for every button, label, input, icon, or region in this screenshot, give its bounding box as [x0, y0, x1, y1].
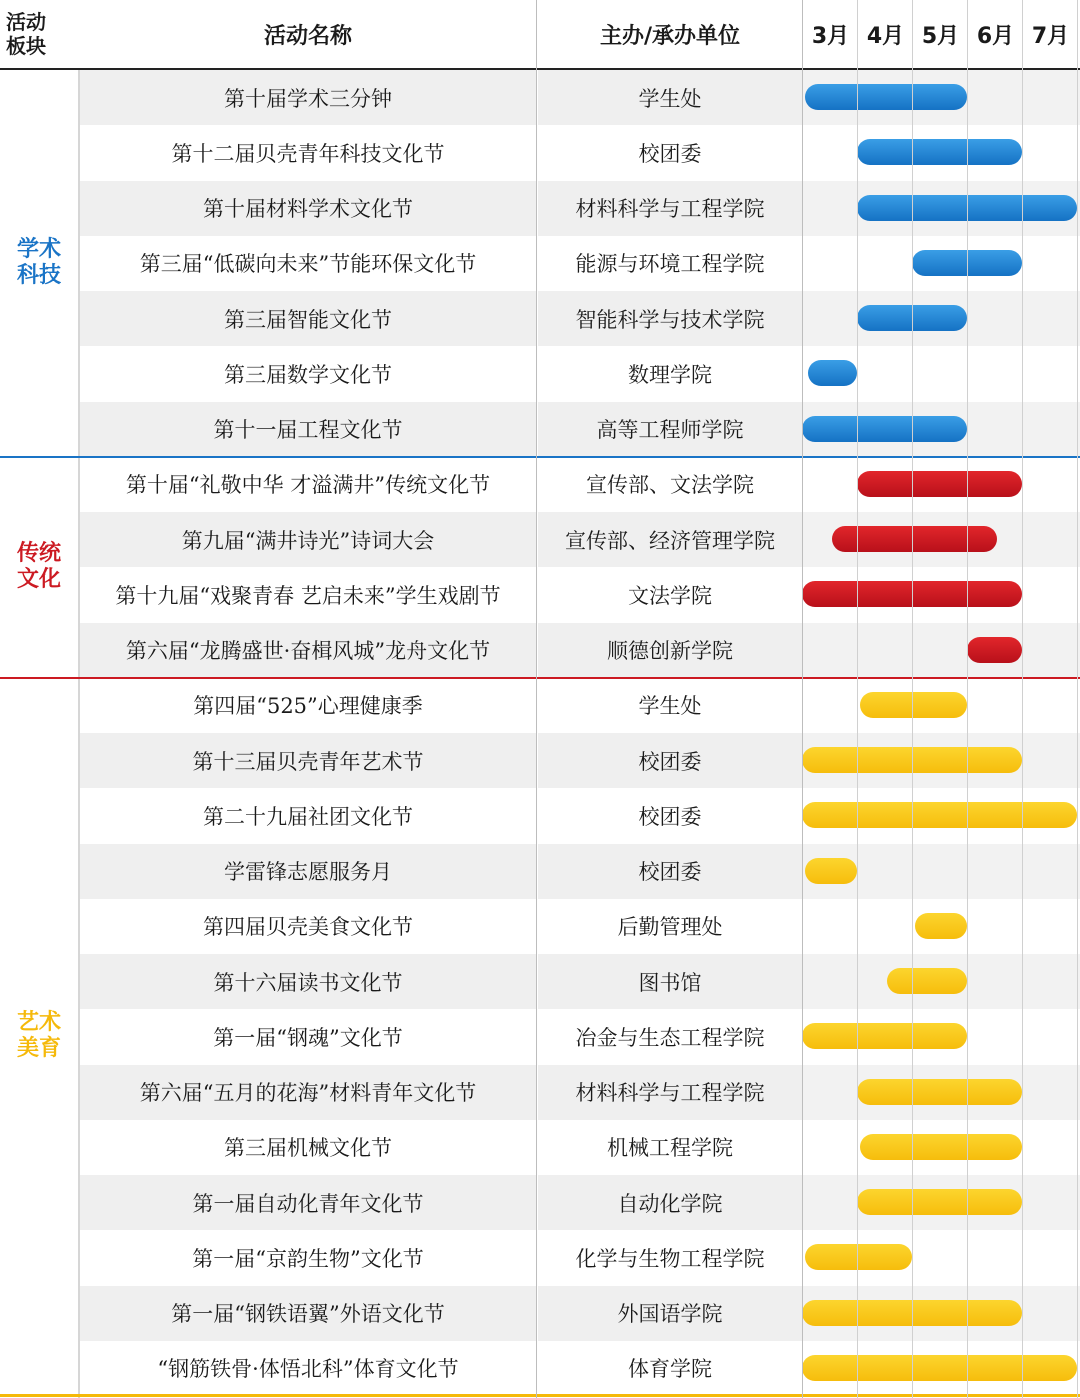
table-row-academic-1 [80, 70, 1080, 125]
gantt-cell [802, 457, 1080, 512]
activity-name: 第十届“礼敬中华 才溢满井”传统文化节 [125, 473, 491, 498]
activity-name: 第四届贝壳美食文化节 [203, 915, 413, 940]
gantt-bar [857, 139, 1022, 165]
activity-name: 第一届“钢魂”文化节 [213, 1025, 403, 1050]
gantt-bar [802, 1355, 1077, 1381]
activity-name: 第六届“五月的花海”材料青年文化节 [80, 1065, 536, 1120]
table-row-academic-6 [80, 346, 1080, 401]
table-row-arts-13 [80, 1341, 1080, 1396]
activity-name: 第十届材料学术文化节 [80, 181, 536, 236]
organizer-name: 宣传部、文法学院 [586, 473, 754, 498]
activity-name: 第三届智能文化节 [80, 291, 536, 346]
organizer-name: 能源与环境工程学院 [575, 252, 765, 277]
gantt-cell [802, 291, 1080, 346]
gantt-cell [802, 1009, 1080, 1064]
table-row-arts-5 [80, 899, 1080, 954]
organizer-name: 机械工程学院 [607, 1136, 733, 1161]
section-label-traditional: 传统 文化 [16, 540, 61, 592]
gantt-cell [802, 623, 1080, 678]
section-divider-traditional [0, 677, 1080, 679]
gantt-cell [802, 125, 1080, 180]
gantt-cell [802, 70, 1080, 125]
activity-name: 第三届“低碳向未来”节能环保文化节 [139, 252, 477, 277]
table-row-academic-2 [80, 125, 1080, 180]
activity-name: 学雷锋志愿服务月 [80, 844, 536, 899]
month-gridline-5 [912, 0, 913, 1398]
gantt-cell [802, 733, 1080, 788]
table-row-arts-10 [80, 1175, 1080, 1230]
table-row-arts-3 [80, 788, 1080, 843]
activity-name: “钢筋铁骨·体悟北科”体育文化节 [157, 1357, 459, 1382]
organizer-name: 顺德创新学院 [538, 623, 802, 678]
table-row-academic-5 [80, 291, 1080, 346]
month-gridline-7 [1022, 0, 1023, 1398]
table-row-arts-2 [80, 733, 1080, 788]
month-gridline-end [1077, 0, 1078, 1398]
gantt-bar [802, 416, 967, 442]
activity-name: 第十一届工程文化节 [80, 402, 536, 457]
header-month-4: 4月 [866, 23, 905, 49]
organizer-name: 材料科学与工程学院 [538, 1065, 802, 1120]
organizer-name: 高等工程师学院 [538, 402, 802, 457]
gantt-bar [802, 1023, 967, 1049]
table-row-arts-4 [80, 844, 1080, 899]
table-row-arts-9 [80, 1120, 1080, 1175]
table-header [0, 0, 1080, 70]
gantt-bar [967, 637, 1022, 663]
activity-name: 第十二届贝壳青年科技文化节 [171, 141, 445, 166]
gantt-bar [857, 471, 1022, 497]
organizer-name: 体育学院 [628, 1357, 712, 1382]
header-organizer: 主办/承办单位 [599, 23, 741, 49]
table-row-arts-8 [80, 1065, 1080, 1120]
gantt-cell [802, 678, 1080, 733]
organizer-name: 外国语学院 [538, 1286, 802, 1341]
header-activity-name: 活动名称 [263, 23, 352, 49]
organizer-name: 图书馆 [538, 954, 802, 1009]
activity-name: 第一届“京韵生物”文化节 [192, 1246, 424, 1271]
gantt-cell [802, 512, 1080, 567]
gantt-cell [802, 899, 1080, 954]
gantt-cell [802, 1120, 1080, 1175]
organizer-name: 学生处 [538, 70, 802, 125]
activity-name: 第十九届“戏聚青春 艺启未来”学生戏剧节 [115, 583, 501, 608]
gantt-cell [802, 1175, 1080, 1230]
table-row-arts-12 [80, 1286, 1080, 1341]
column-rule-org [802, 0, 803, 1398]
month-gridline-4 [857, 0, 858, 1398]
organizer-name: 宣传部、经济管理学院 [538, 512, 802, 567]
section-label-academic: 学术 科技 [16, 236, 61, 288]
gantt-cell [802, 236, 1080, 291]
gantt-cell [802, 954, 1080, 1009]
gantt-cell [802, 788, 1080, 843]
gantt-bar [805, 858, 857, 884]
table-row-academic-4 [80, 236, 1080, 291]
organizer-name: 校团委 [638, 141, 702, 166]
gantt-cell [802, 402, 1080, 457]
gantt-bar [802, 802, 1077, 828]
table-row-arts-11 [80, 1230, 1080, 1285]
gantt-bar [857, 1189, 1022, 1215]
organizer-name: 校团委 [538, 844, 802, 899]
organizer-name: 后勤管理处 [617, 915, 723, 940]
header-month-3: 3月 [811, 23, 850, 49]
gantt-cell [802, 181, 1080, 236]
header-month-5: 5月 [921, 23, 960, 49]
gantt-cell [802, 1286, 1080, 1341]
organizer-name: 冶金与生态工程学院 [575, 1025, 765, 1050]
organizer-name: 文法学院 [628, 583, 712, 608]
gantt-bar [805, 84, 967, 110]
gantt-bar [915, 913, 967, 939]
activity-name: 第二十九届社团文化节 [203, 804, 413, 829]
gantt-cell [802, 844, 1080, 899]
gantt-cell [802, 1230, 1080, 1285]
table-row-traditional-2 [80, 512, 1080, 567]
organizer-name: 化学与生物工程学院 [575, 1246, 765, 1271]
gantt-cell [802, 346, 1080, 401]
gantt-bar [805, 1244, 912, 1270]
activity-name: 第四届“525”心理健康季 [193, 694, 423, 719]
table-row-traditional-3 [80, 567, 1080, 622]
gantt-cell [802, 1065, 1080, 1120]
column-rule-name [536, 0, 537, 1398]
gantt-bar [857, 1079, 1022, 1105]
section-divider-bottom [0, 1394, 1080, 1397]
section-column-rule [78, 70, 80, 1398]
activity-name: 第三届数学文化节 [224, 362, 392, 387]
table-row-traditional-1 [80, 457, 1080, 512]
activity-name: 第十届学术三分钟 [80, 70, 536, 125]
section-divider-academic [0, 456, 1080, 458]
gantt-cell [802, 567, 1080, 622]
header-section-label: 活动 板块 [6, 10, 46, 58]
organizer-name: 智能科学与技术学院 [538, 291, 802, 346]
organizer-name: 数理学院 [628, 362, 712, 387]
gantt-bar [860, 1134, 1022, 1160]
gantt-bar [808, 360, 858, 386]
organizer-name: 自动化学院 [538, 1175, 802, 1230]
organizer-name: 校团委 [538, 733, 802, 788]
gantt-bar [860, 692, 967, 718]
organizer-name: 材料科学与工程学院 [538, 181, 802, 236]
table-row-arts-6 [80, 954, 1080, 1009]
header-section [6, 0, 72, 68]
table-row-academic-3 [80, 181, 1080, 236]
gantt-cell [802, 1341, 1080, 1396]
activity-name: 第十三届贝壳青年艺术节 [80, 733, 536, 788]
header-month-6: 6月 [976, 23, 1015, 49]
activity-name: 第一届自动化青年文化节 [80, 1175, 536, 1230]
table-row-academic-7 [80, 402, 1080, 457]
section-label-arts: 艺术 美育 [16, 1010, 61, 1061]
activity-name: 第十六届读书文化节 [80, 954, 536, 1009]
table-row-traditional-4 [80, 623, 1080, 678]
month-gridline-6 [967, 0, 968, 1398]
header-month-7: 7月 [1031, 23, 1070, 49]
organizer-name: 学生处 [638, 694, 702, 719]
activity-name: 第一届“钢铁语翼”外语文化节 [80, 1286, 536, 1341]
activity-name: 第三届机械文化节 [224, 1136, 392, 1161]
activity-name: 第九届“满井诗光”诗词大会 [80, 512, 536, 567]
table-row-arts-7 [80, 1009, 1080, 1064]
organizer-name: 校团委 [638, 804, 702, 829]
table-row-arts-1 [80, 678, 1080, 733]
activity-name: 第六届“龙腾盛世·奋楫风城”龙舟文化节 [80, 623, 536, 678]
gantt-bar [887, 968, 967, 994]
